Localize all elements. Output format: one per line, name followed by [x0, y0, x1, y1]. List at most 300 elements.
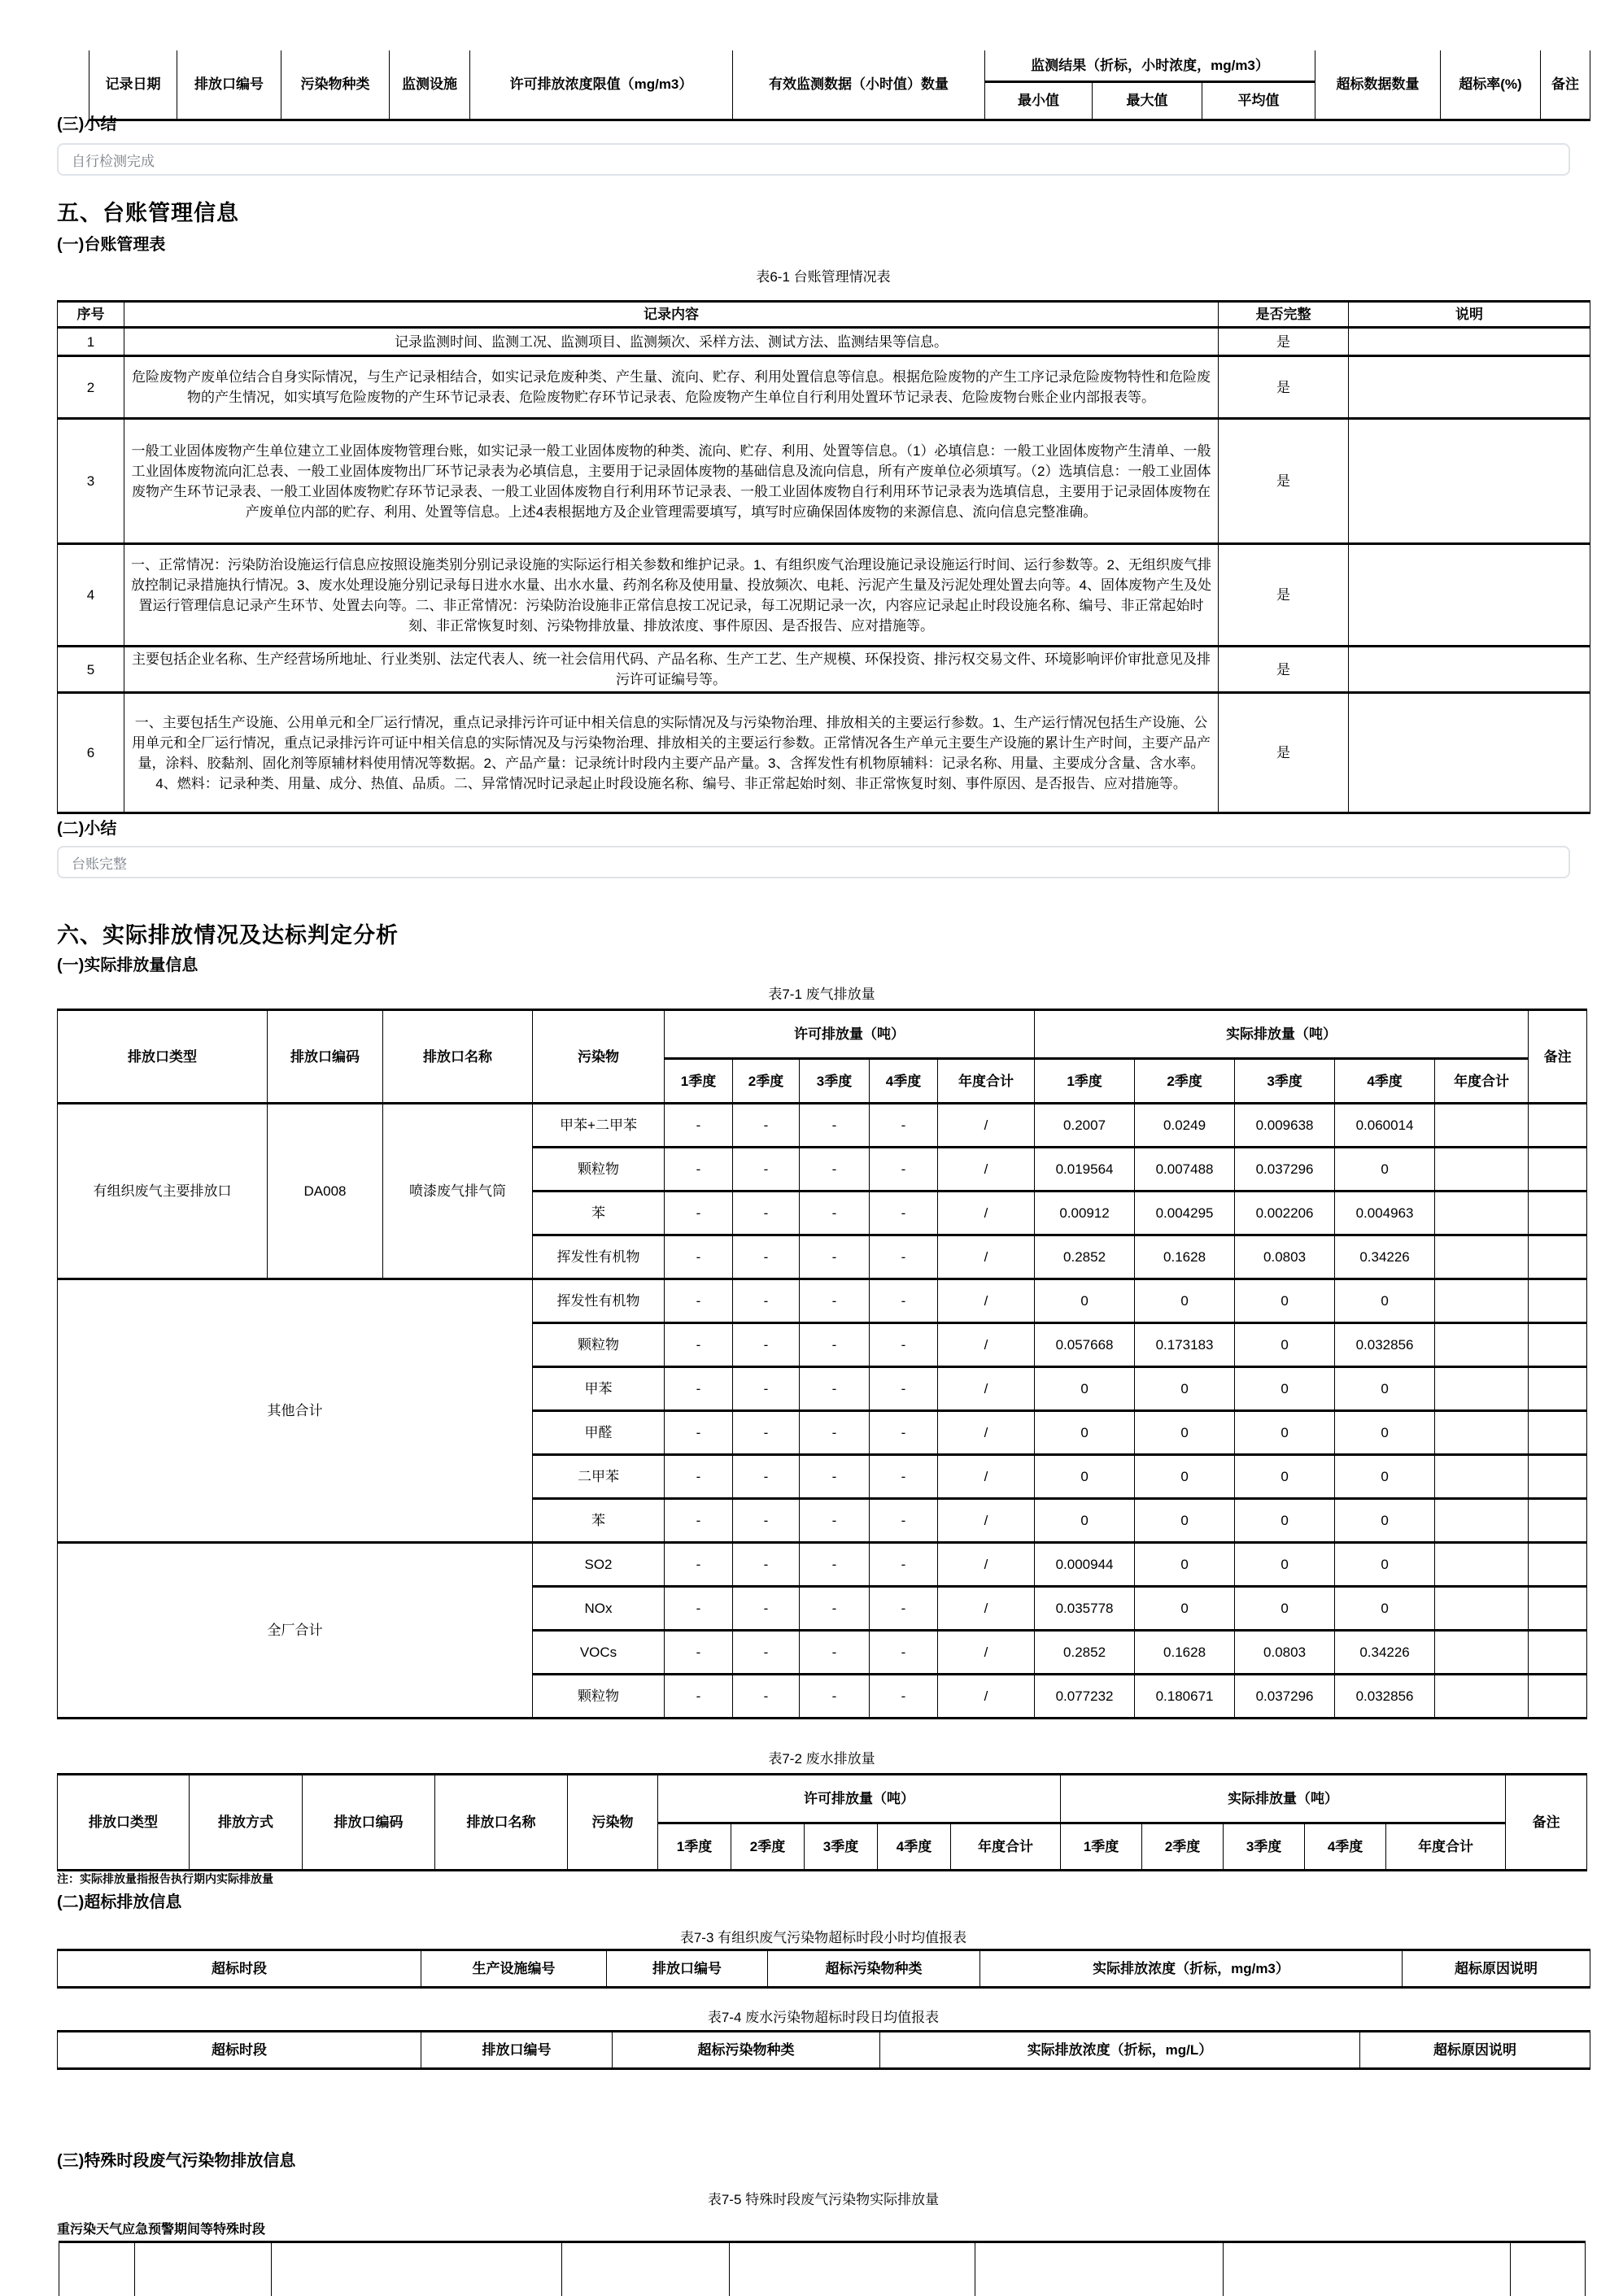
table-row — [58, 419, 1590, 544]
col-permit-limit: 许可排放浓度限值（mg/m3） — [470, 50, 733, 120]
gas-exceedance-table — [57, 1949, 1590, 1989]
col-exceed-pollutant: 超标污染物种类 — [768, 1950, 980, 1988]
cell: / — [938, 1367, 1035, 1411]
table-row — [58, 647, 1590, 693]
cell: / — [938, 1543, 1035, 1587]
cell: 0.0803 — [1235, 1631, 1335, 1675]
col-pollutant: 污染物 — [533, 1010, 665, 1104]
cell: 0 — [1135, 1411, 1235, 1455]
cell: 0.0803 — [1235, 1235, 1335, 1279]
col-pollutant: 污染物 — [568, 1775, 658, 1871]
pollutant-cell: VOCs — [533, 1631, 665, 1675]
summary-2-heading: (二)小结 — [57, 820, 117, 838]
cell: - — [800, 1587, 870, 1631]
cell: - — [870, 1411, 938, 1455]
cell: 0 — [1235, 1279, 1335, 1323]
remark-cell — [1529, 1367, 1587, 1411]
cell: 0.037296 — [1235, 1675, 1335, 1719]
col-pollutant-type: 污染物种类 — [281, 50, 390, 120]
table-row — [58, 1104, 1587, 1148]
table7-5-caption: 表7-5 特殊时段废气污染物实际排放量 — [707, 2192, 940, 2207]
cell: 0 — [1335, 1455, 1435, 1499]
cell: / — [938, 1499, 1035, 1543]
col-exceed-reason: 超标原因说明 — [1360, 2032, 1590, 2069]
complete-cell: 是 — [1219, 647, 1349, 693]
pollutant-cell: 颗粒物 — [533, 1148, 665, 1192]
cell: - — [665, 1675, 733, 1719]
cell — [562, 2242, 730, 2296]
cell: 0 — [1235, 1455, 1335, 1499]
col-group-permit: 许可排放量（吨） — [658, 1775, 1061, 1823]
pollutant-cell: SO2 — [533, 1543, 665, 1587]
section6-title: 六、实际排放情况及达标判定分析 — [57, 923, 399, 948]
cell: - — [665, 1148, 733, 1192]
cell: 0.037296 — [1235, 1148, 1335, 1192]
pollutant-cell: 甲醛 — [533, 1411, 665, 1455]
cell: - — [870, 1675, 938, 1719]
cell — [1224, 2242, 1511, 2296]
col-exceed-period: 超标时段 — [58, 1950, 421, 1988]
cell: 0.34226 — [1335, 1235, 1435, 1279]
cell: - — [800, 1631, 870, 1675]
cell: 0.00912 — [1035, 1192, 1135, 1235]
col-annual: 年度合计 — [1386, 1823, 1506, 1871]
col-annual: 年度合计 — [951, 1823, 1061, 1871]
col-exceed-reason: 超标原因说明 — [1403, 1950, 1590, 1988]
cell — [975, 2242, 1224, 2296]
seq-cell: 5 — [58, 647, 124, 693]
cell: 0.1628 — [1135, 1631, 1235, 1675]
cell: 0 — [1235, 1499, 1335, 1543]
cell: / — [938, 1192, 1035, 1235]
cell: 0.002206 — [1235, 1192, 1335, 1235]
seq-cell: 1 — [58, 328, 124, 356]
cell: - — [870, 1455, 938, 1499]
cell: - — [733, 1499, 800, 1543]
outlet-type-cell: 有组织废气主要排放口 — [58, 1104, 268, 1279]
col-annual: 年度合计 — [1435, 1059, 1529, 1104]
cell: 0 — [1035, 1279, 1135, 1323]
pollutant-cell: 甲苯+二甲苯 — [533, 1104, 665, 1148]
cell: 0.34226 — [1335, 1631, 1435, 1675]
cell: / — [938, 1411, 1035, 1455]
cell: 0 — [1135, 1455, 1235, 1499]
seq-cell: 6 — [58, 693, 124, 813]
cell — [1435, 1455, 1529, 1499]
cell: 0 — [1235, 1587, 1335, 1631]
cell: - — [665, 1104, 733, 1148]
cell: 0.2007 — [1035, 1104, 1135, 1148]
complete-cell: 是 — [1219, 693, 1349, 813]
cell: 0 — [1135, 1587, 1235, 1631]
cell — [1435, 1367, 1529, 1411]
table-row — [58, 1279, 1587, 1323]
content-cell: 一、正常情况：污染防治设施运行信息应按照设施类别分别记录设施的实际运行相关参数和维护记录。1、有组织废气治理设施记录设施运行时间、运行参数等。2、无组织废气排放控制记录措施执行情况。3、废水处理设施分别记录每日进水水量、出水水量、药剂名称及使用量、投放频次、电耗、污泥产生量及污泥处理处置去向等。4、固体废物产生及处置运行管理信息记录产生环节、处置去向等。二、非正常情况：污染防治设施非正常信息按工况记录，每工况期记录一次，内容应记录起止时段设施名称、编号、非正常起始时刻、非正常恢复时刻、污染物排放量、排放浓度、事件原因、是否报告、应对措施等。 — [124, 544, 1219, 647]
cell — [1435, 1279, 1529, 1323]
col-group-result: 监测结果（折标，小时浓度，mg/m3） — [985, 50, 1315, 81]
content-cell: 主要包括企业名称、生产经营场所地址、行业类别、法定代表人、统一社会信用代码、产品名称、生产工艺、生产规模、环保投资、排污权交易文件、环境影响评价审批意见及排污许可证编号等。 — [124, 647, 1219, 693]
col-exceed-period: 超标时段 — [58, 2032, 421, 2069]
seq-cell: 4 — [58, 544, 124, 647]
cell — [272, 2242, 562, 2296]
col-remark: 备注 — [1506, 1775, 1587, 1871]
cell: - — [870, 1543, 938, 1587]
cell: - — [733, 1104, 800, 1148]
section6-sub2: (二)超标排放信息 — [57, 1893, 182, 1911]
pollutant-cell: 挥发性有机物 — [533, 1279, 665, 1323]
col-actual-concentration: 实际排放浓度（折标，mg/m3） — [980, 1950, 1403, 1988]
cell: - — [870, 1499, 938, 1543]
header-row — [58, 2032, 1590, 2069]
cell: 0.009638 — [1235, 1104, 1335, 1148]
col-exceed-rate: 超标率(%) — [1441, 50, 1541, 120]
pollutant-cell: 挥发性有机物 — [533, 1235, 665, 1279]
col-q4: 4季度 — [878, 1823, 951, 1871]
cell: 0.077232 — [1035, 1675, 1135, 1719]
cell: 0 — [1335, 1279, 1435, 1323]
remark-cell — [1529, 1675, 1587, 1719]
note-cell — [1349, 544, 1590, 647]
cell: - — [733, 1192, 800, 1235]
cell: - — [665, 1631, 733, 1675]
outlet-type-cell: 其他合计 — [58, 1279, 533, 1543]
remark-cell — [1529, 1323, 1587, 1367]
cell: 0.0249 — [1135, 1104, 1235, 1148]
col-group-actual: 实际排放量（吨） — [1035, 1010, 1529, 1059]
cell: - — [665, 1279, 733, 1323]
note-cell — [1349, 693, 1590, 813]
remark-cell — [1529, 1279, 1587, 1323]
col-explain: 说明 — [1349, 302, 1590, 328]
section6-sub3: (三)特殊时段废气污染物排放信息 — [57, 2152, 296, 2170]
cell — [1511, 2242, 1586, 2296]
col-q2: 2季度 — [731, 1823, 805, 1871]
table7-3-caption: 表7-3 有组织废气污染物超标时段小时均值报表 — [679, 1930, 967, 1945]
cell: 0 — [1235, 1323, 1335, 1367]
pollutant-cell: 苯 — [533, 1192, 665, 1235]
cell: 0.007488 — [1135, 1148, 1235, 1192]
col-q4: 4季度 — [1335, 1059, 1435, 1104]
table-row — [59, 2242, 1586, 2296]
cell — [1435, 1104, 1529, 1148]
cell: - — [733, 1675, 800, 1719]
cell: 0 — [1135, 1367, 1235, 1411]
cell: - — [733, 1367, 800, 1411]
cell: - — [733, 1543, 800, 1587]
cell — [730, 2242, 975, 2296]
col-exceed-count: 超标数据数量 — [1315, 50, 1441, 120]
cell: - — [800, 1148, 870, 1192]
outlet-name-cell: 喷漆废气排气筒 — [383, 1104, 533, 1279]
seq-cell: 3 — [58, 419, 124, 544]
cell: - — [800, 1323, 870, 1367]
outlet-code-cell: DA008 — [268, 1104, 383, 1279]
remark-cell — [1529, 1411, 1587, 1455]
col-outlet-name: 排放口名称 — [435, 1775, 568, 1871]
cell: 0.180671 — [1135, 1675, 1235, 1719]
cell: 0 — [1035, 1367, 1135, 1411]
cell: 0.004963 — [1335, 1192, 1435, 1235]
note-cell — [1349, 356, 1590, 419]
cell: 0.019564 — [1035, 1148, 1135, 1192]
monitoring-result-table — [89, 50, 1590, 121]
cell: - — [870, 1367, 938, 1411]
ledger-summary-input[interactable]: 台账完整 — [57, 846, 1570, 878]
pollutant-cell: 颗粒物 — [533, 1675, 665, 1719]
remark-cell — [1529, 1499, 1587, 1543]
col-max: 最大值 — [1093, 81, 1202, 120]
cell: - — [800, 1411, 870, 1455]
wastewater-emission-table — [57, 1773, 1587, 1871]
cell: 0.1628 — [1135, 1235, 1235, 1279]
col-q3: 3季度 — [800, 1059, 870, 1104]
cell: - — [665, 1587, 733, 1631]
cell: 0.060014 — [1335, 1104, 1435, 1148]
cell: 0 — [1135, 1543, 1235, 1587]
remark-cell — [1529, 1631, 1587, 1675]
summary-3-heading: (三)小结 — [57, 115, 117, 133]
cell: - — [733, 1148, 800, 1192]
col-record-content: 记录内容 — [124, 302, 1219, 328]
table7-4-caption: 表7-4 废水污染物超标时段日均值报表 — [707, 2010, 940, 2025]
ledger-table — [57, 300, 1590, 814]
col-remark: 备注 — [1541, 50, 1590, 120]
outlet-type-cell: 全厂合计 — [58, 1543, 533, 1719]
table-row — [58, 328, 1590, 356]
cell: - — [665, 1192, 733, 1235]
col-outlet-type: 排放口类型 — [58, 1010, 268, 1104]
cell: 0 — [1335, 1587, 1435, 1631]
cell: / — [938, 1631, 1035, 1675]
complete-cell: 是 — [1219, 356, 1349, 419]
special-period-label: 重污染天气应急预警期间等特殊时段 — [57, 2223, 266, 2237]
cell: 0 — [1035, 1499, 1135, 1543]
cell: - — [800, 1455, 870, 1499]
col-remark: 备注 — [1529, 1010, 1587, 1104]
seq-cell: 2 — [58, 356, 124, 419]
header-row — [58, 1775, 1587, 1823]
cell: - — [665, 1499, 733, 1543]
cell: - — [665, 1411, 733, 1455]
pollutant-cell: 二甲苯 — [533, 1455, 665, 1499]
table-row — [58, 544, 1590, 647]
cell — [1435, 1675, 1529, 1719]
cell: - — [870, 1104, 938, 1148]
cell — [1435, 1235, 1529, 1279]
cell: 0 — [1335, 1367, 1435, 1411]
cell: 0 — [1235, 1367, 1335, 1411]
note-cell — [1349, 419, 1590, 544]
actual-emission-note: 注：实际排放量指报告执行期内实际排放量 — [57, 1872, 273, 1885]
col-q1: 1季度 — [665, 1059, 733, 1104]
ledger-header-row — [58, 302, 1590, 328]
special-period-table — [59, 2241, 1586, 2296]
table-row — [58, 1543, 1587, 1587]
cell: / — [938, 1587, 1035, 1631]
col-facility-no: 生产设施编号 — [421, 1950, 607, 1988]
cell: 0 — [1035, 1411, 1135, 1455]
cell — [1435, 1631, 1529, 1675]
col-q3: 3季度 — [1224, 1823, 1305, 1871]
cell — [1435, 1587, 1529, 1631]
cell: 0.032856 — [1335, 1675, 1435, 1719]
col-outlet-name: 排放口名称 — [383, 1010, 533, 1104]
cell — [1435, 1543, 1529, 1587]
col-q2: 2季度 — [1135, 1059, 1235, 1104]
cell: / — [938, 1675, 1035, 1719]
content-cell: 危险废物产废单位结合自身实际情况，与生产记录相结合，如实记录危废种类、产生量、流向、贮存、利用处置信息等信息。根据危险废物的产生工序记录危险废物特性和危险废物的产生情况，如实填写危险废物的产生环节记录表、危险废物贮存环节记录表、危险废物产生单位自行利用处置环节记录表、危险废物台账企业内部报表等。 — [124, 356, 1219, 419]
cell: 0.035778 — [1035, 1587, 1135, 1631]
cell: - — [870, 1323, 938, 1367]
cell: - — [733, 1323, 800, 1367]
col-q1: 1季度 — [1061, 1823, 1142, 1871]
col-outlet-no: 排放口编号 — [607, 1950, 768, 1988]
cell: 0 — [1335, 1543, 1435, 1587]
col-record-date: 记录日期 — [89, 50, 177, 120]
remark-cell — [1529, 1148, 1587, 1192]
cell: 0.004295 — [1135, 1192, 1235, 1235]
section5-sub1: (一)台账管理表 — [57, 236, 166, 254]
cell: - — [665, 1323, 733, 1367]
cell: - — [800, 1279, 870, 1323]
complete-cell: 是 — [1219, 328, 1349, 356]
water-exceedance-table — [57, 2030, 1590, 2070]
remark-cell — [1529, 1104, 1587, 1148]
col-discharge-mode: 排放方式 — [190, 1775, 303, 1871]
cell: 0 — [1135, 1499, 1235, 1543]
complete-cell: 是 — [1219, 544, 1349, 647]
cell: - — [733, 1587, 800, 1631]
table7-1-caption: 表7-1 废气排放量 — [768, 987, 875, 1002]
cell: / — [938, 1104, 1035, 1148]
cell: / — [938, 1279, 1035, 1323]
cell: - — [733, 1279, 800, 1323]
cell: 0 — [1035, 1455, 1135, 1499]
cell: 0.000944 — [1035, 1543, 1135, 1587]
cell: 0 — [1335, 1411, 1435, 1455]
cell: - — [800, 1104, 870, 1148]
col-annual: 年度合计 — [938, 1059, 1035, 1104]
cell — [1435, 1148, 1529, 1192]
cell: - — [870, 1235, 938, 1279]
section6-sub1: (一)实际排放量信息 — [57, 956, 199, 974]
col-q4: 4季度 — [1305, 1823, 1386, 1871]
cell: / — [938, 1323, 1035, 1367]
col-outlet-code: 排放口编码 — [268, 1010, 383, 1104]
col-outlet-no: 排放口编号 — [421, 2032, 613, 2069]
cell: - — [733, 1235, 800, 1279]
cell: - — [800, 1675, 870, 1719]
pollutant-cell: 甲苯 — [533, 1367, 665, 1411]
col-outlet-no: 排放口编号 — [177, 50, 281, 120]
cell: - — [800, 1543, 870, 1587]
note-cell — [1349, 328, 1590, 356]
cell — [59, 2242, 135, 2296]
cell: 0.057668 — [1035, 1323, 1135, 1367]
col-group-permit: 许可排放量（吨） — [665, 1010, 1035, 1059]
cell: - — [870, 1587, 938, 1631]
col-q4: 4季度 — [870, 1059, 938, 1104]
cell: 0 — [1135, 1279, 1235, 1323]
remark-cell — [1529, 1587, 1587, 1631]
remark-cell — [1529, 1455, 1587, 1499]
cell: - — [800, 1192, 870, 1235]
col-monitor-facility: 监测设施 — [390, 50, 470, 120]
content-cell: 记录监测时间、监测工况、监测项目、监测频次、采样方法、测试方法、监测结果等信息。 — [124, 328, 1219, 356]
pollutant-cell: 颗粒物 — [533, 1323, 665, 1367]
cell: - — [665, 1455, 733, 1499]
pollutant-cell: NOx — [533, 1587, 665, 1631]
col-outlet-type: 排放口类型 — [58, 1775, 190, 1871]
cell: 0.2852 — [1035, 1631, 1135, 1675]
self-monitoring-summary-input[interactable]: 自行检测完成 — [57, 143, 1570, 176]
cell: 0.173183 — [1135, 1323, 1235, 1367]
col-outlet-code: 排放口编码 — [303, 1775, 435, 1871]
cell: - — [800, 1235, 870, 1279]
content-cell: 一般工业固体废物产生单位建立工业固体废物管理台账，如实记录一般工业固体废物的种类、流向、贮存、利用、处置等信息。（1）必填信息：一般工业固体废物产生清单、一般工业固体废物流向汇总表、一般工业固体废物出厂环节记录表为必填信息，主要用于记录固体废物的基础信息及流向信息，所有产废单位必须填写。（2）选填信息：一般工业固体废物产生环节记录表、一般工业固体废物贮存环节记录表、一般工业固体废物自行利用环节记录表、一般工业固体废物自行利用环节记录表为选填信息，主要用于记录固体废物在产废单位内部的贮存、利用、处置等信息。上述4表根据地方及企业管理需要填写，填写时应确保固体废物的来源信息、流向信息完整准确。 — [124, 419, 1219, 544]
complete-cell: 是 — [1219, 419, 1349, 544]
table7-2-caption: 表7-2 废水排放量 — [768, 1751, 875, 1767]
remark-cell — [1529, 1543, 1587, 1587]
cell: - — [733, 1631, 800, 1675]
cell — [1435, 1192, 1529, 1235]
table6-1-caption: 表6-1 台账管理情况表 — [756, 269, 891, 285]
col-exceed-pollutant: 超标污染物种类 — [613, 2032, 880, 2069]
content-cell: 一、主要包括生产设施、公用单元和全厂运行情况，重点记录排污许可证中相关信息的实际情况及与污染物治理、排放相关的主要运行参数。1、生产运行情况包括生产设施、公用单元和全厂运行情况，重点记录排污许可证中相关信息的实际情况及与污染物治理、排放相关的主要运行参数。正常情况各生产单元主要生产设施的累计生产时间，主要产品产量，涂料、胶黏剂、固化剂等原辅材料使用情况等数据。2、产品产量：记录统计时段内主要产品产量。3、含挥发性有机物原辅料：记录名称、用量、主要成分含量、含水率。4、燃料：记录种类、用量、成分、热值、品质。二、异常情况时记录起止时段设施名称、编号、非正常起始时刻、非正常恢复时刻、事件原因、是否报告、应对措施等。 — [124, 693, 1219, 813]
col-q3: 3季度 — [1235, 1059, 1335, 1104]
cell — [135, 2242, 272, 2296]
cell: - — [733, 1455, 800, 1499]
cell: / — [938, 1148, 1035, 1192]
table-row — [58, 356, 1590, 419]
cell — [1435, 1499, 1529, 1543]
col-valid-data-count: 有效监测数据（小时值）数量 — [733, 50, 985, 120]
cell: 0 — [1235, 1543, 1335, 1587]
cell: - — [800, 1499, 870, 1543]
col-q1: 1季度 — [658, 1823, 731, 1871]
col-actual-concentration: 实际排放浓度（折标，mg/L） — [880, 2032, 1360, 2069]
cell: - — [733, 1411, 800, 1455]
header-row — [58, 1010, 1587, 1059]
col-avg: 平均值 — [1202, 81, 1315, 120]
cell: 0.032856 — [1335, 1323, 1435, 1367]
section5-title: 五、台账管理信息 — [57, 201, 239, 225]
cell: 0.2852 — [1035, 1235, 1135, 1279]
cell: 0 — [1335, 1499, 1435, 1543]
cell: - — [870, 1279, 938, 1323]
col-group-actual: 实际排放量（吨） — [1061, 1775, 1506, 1823]
cell: - — [800, 1367, 870, 1411]
cell: / — [938, 1235, 1035, 1279]
cell — [1435, 1411, 1529, 1455]
col-q2: 2季度 — [1142, 1823, 1224, 1871]
col-min: 最小值 — [985, 81, 1093, 120]
cell: - — [870, 1192, 938, 1235]
remark-cell — [1529, 1192, 1587, 1235]
header-row — [58, 1950, 1590, 1988]
cell: 0 — [1235, 1411, 1335, 1455]
cell: - — [665, 1543, 733, 1587]
waste-gas-emission-table — [57, 1009, 1587, 1719]
cell — [1435, 1323, 1529, 1367]
cell: - — [870, 1631, 938, 1675]
col-complete: 是否完整 — [1219, 302, 1349, 328]
col-q1: 1季度 — [1035, 1059, 1135, 1104]
col-seq: 序号 — [58, 302, 124, 328]
pollutant-cell: 苯 — [533, 1499, 665, 1543]
cell: 0 — [1335, 1148, 1435, 1192]
col-q2: 2季度 — [733, 1059, 800, 1104]
